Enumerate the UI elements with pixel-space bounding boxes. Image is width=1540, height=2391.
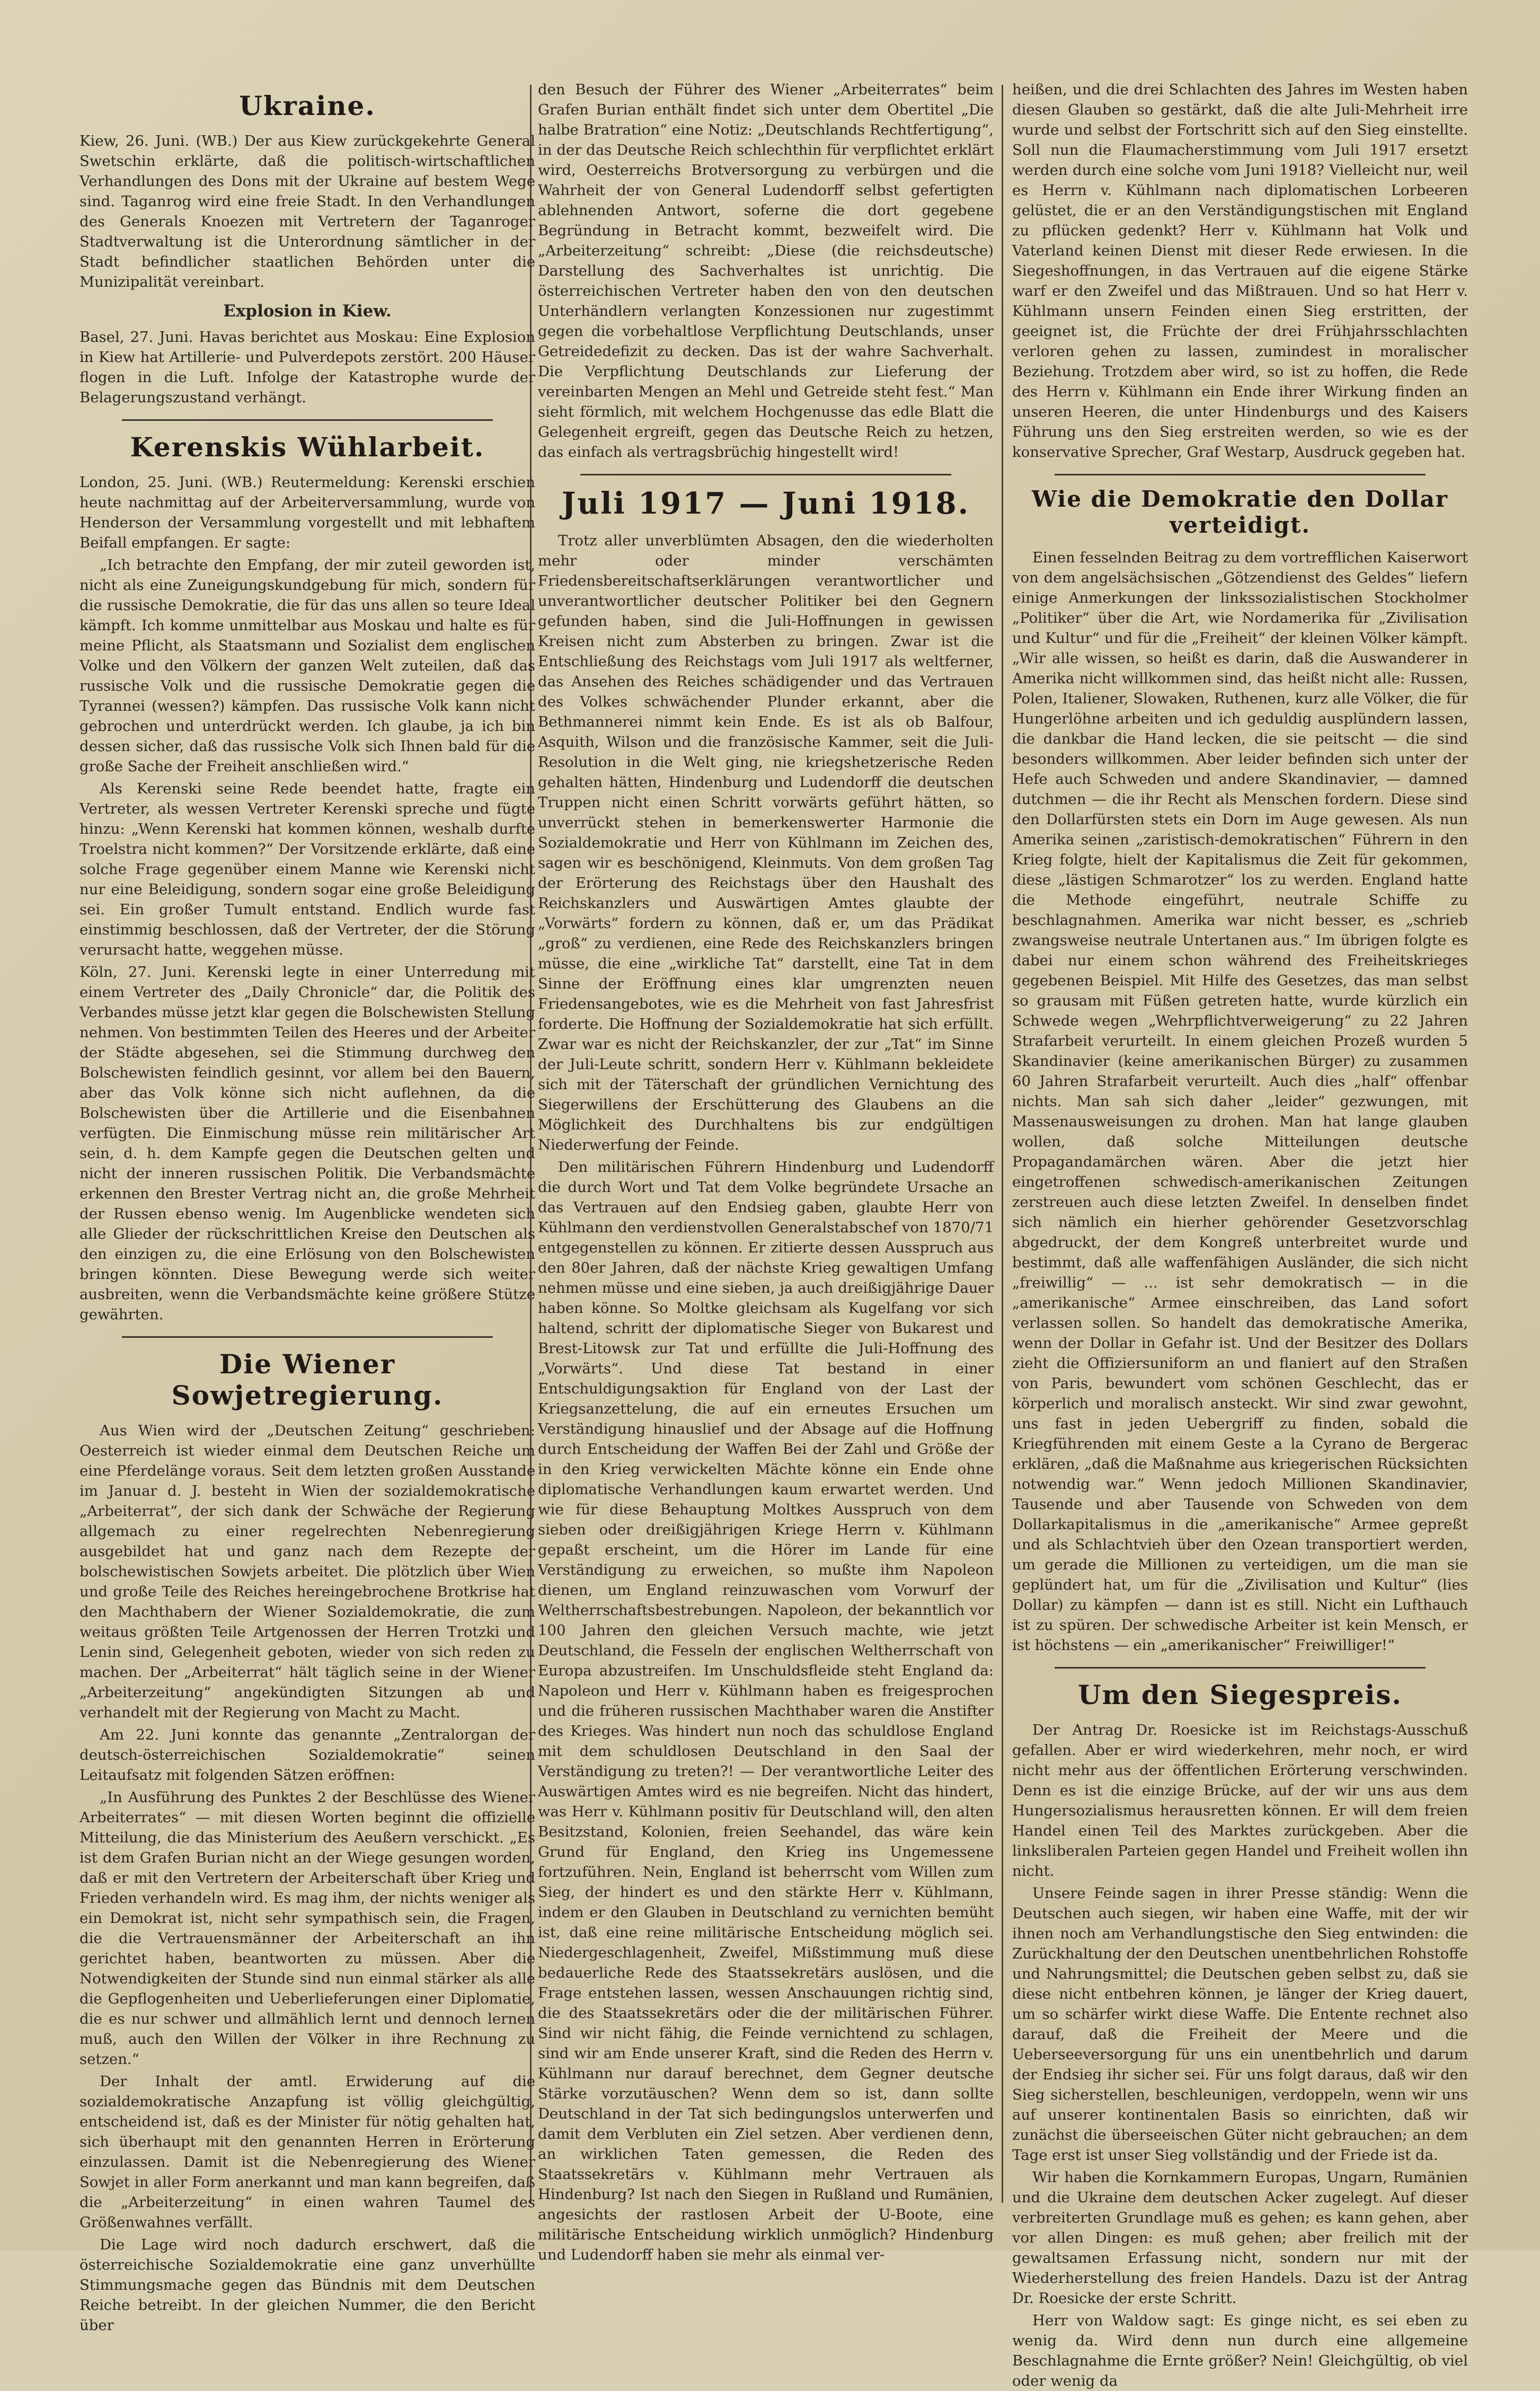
juli-paragraph: Den militärischen Führern Hindenburg und Ludendorff die durch Wort und Tat dem Volke begründete Ursache an das Vertrauen auf den Endsieg gaben, glaubte Herr von Kühlmann den verdienstvollen Generalstabschef von 1870/71 entgegenstellen zu können. Er zitierte dessen Ausspruch aus den 80er Jahren, daß der nächste Krieg gewaltigen Umfang nehmen müsse und eine sieben, ja auch dreißigjährige Dauer haben könne. So Moltke gleichsam als Kugelfang vor sich haltend, schritt der diplomatische Sieger von Bukarest und Brest-Litowsk zur Tat und erfüllte die Juli-Hoffnung des „Vorwärts“. Und diese Tat bestand in einer Entschuldigungsaktion für England von der Last der Kriegsanzettelung, die auf ein erneutes Ersuchen um Verständigung hinauslief und der Absage auf die Hoffnung durch Entscheidung der Waffen Bei der Zahl und Größe der in den Krieg verwickelten Mächte könne ein Ende ohne diplomatische Verhandlungen kaum erwartet werden. Und wie für diese Behauptung Moltkes Ausspruch von dem sieben oder dreißigjährigen Kriege Herrn v. Kühlmann gepaßt erscheint, um die Hörer im Lande für eine Verständigung zu erweichen, so mußte ihm Napoleon dienen, um England reinzuwaschen vom Vorwurf der Weltherrschaftsbestrebungen. Napoleon, der bekanntlich vor 100 Jahren den gleichen Versuch machte, wie jetzt Deutschland, die Fesseln der englischen Weltherrschaft von Europa abzustreifen. Im Unschuldsfleide steht England da: Napoleon und Herr v. Kühlmann haben es freigesprochen und die früheren russischen Machthaber waren die Anstifter des Krieges. Was hindert nun noch das schuldlose England mit dem schuldlosen Deutschland in den Saal der Verständigung zu treten?! — Der verantwortliche Leiter des Auswärtigen Amtes wird es nie begreifen. Nicht das hindert, was Herr v. Kühlmann positiv für Deutschland will, den alten Besitzstand, Kolonien, freien Seehandel, das wäre kein Grund für England, den Krieg ins Ungemessene fortzuführen. Nein, England ist beherrscht vom Willen zum Sieg, der hindert es und den stärkte Herr v. Kühlmann, indem er den Glauben in Deutschland zu vernichten bemüht ist, daß eine reine militärische Entscheidung möglich sei. Niedergeschlagenheit, Zweifel, Mißstimmung muß diese bedauerliche Rede des Staatssekretärs auslösen, und die Frage entstehen lassen, wessen Anschauungen richtig sind, die des Staatssekretärs oder die der militärischen Führer. Sind wir nicht fähig, die Feinde vernichtend zu schlagen, sind wir am Ende unserer Kraft, sind die Reden des Herrn v. Kühlmann nur darauf berechnet, dem Gegner deutsche Stärke vorzutäuschen? Wenn dem so ist, dann sollte Deutschland in der Tat sich bedingungslos unterwerfen und damit dem Verbluten ein Ziel setzen. Aber verdienen denn, an wirklichen Taten gemessen, die Reden des Staatssekretärs v. Kühlmann mehr Vertrauen als Hindenburg? Ist nach den Siegen in Rußland und Rumänien, angesichts der rastlosen Arbeit der U-Boote, eine militärische Entscheidung wirklich unmöglich? Hindenburg und Ludendorff haben sie mehr als einmal ver-	[538, 1159, 994, 2263]
wien-paragraph: Der Inhalt der amtl. Erwiderung auf die sozialdemokratische Anzapfung ist völlig gleichgültig, entscheidend ist, daß es der Minister für nötig gehalten hat, sich überhaupt mit den genannten Herren in Erörterung einzulassen. Damit ist die Nebenregierung des Wiener Sowjet in aller Form anerkannt und man kann begreifen, daß die „Arbeiterzeitung“ in einen wahren Taumel des Größenwahnes verfällt.	[79, 2073, 535, 2231]
kerenski-paragraph: „Ich betrachte den Empfang, der mir zuteil geworden ist, nicht als eine Zuneigungskundgebung für mich, sondern für die russische Demokratie, die für das uns allen so teure Ideal kämpft. Ich komme unmittelbar aus Moskau und halte es für meine Pflicht, als Staatsmann und Sozialist dem englischen Volke und den Völkern der ganzen Welt zuteilen, daß das russische Volk und die russische Demokratie gegen die Tyrannei (wessen?) kämpfen. Das russische Volk kann nicht gebrochen und unterdrückt werden. Ich glaube, ja ich bin dessen sicher, daß das russische Volk sich Ihnen bald für die große Sache der Freiheit anschließen wird.“	[79, 557, 535, 775]
continued-paragraph: den Besuch der Führer des Wiener „Arbeiterrates“ beim Grafen Burian enthält findet sich unter dem Obertitel „Die halbe Bratration“ eine Notiz: „Deutschlands Rechtfertigung“, in der das Deutsche Reich schlechthin für verpflichtet erklärt wird, Oesterreichs Brotversorgung zu verbürgen und die Wahrheit der von General Ludendorff selbst gefertigten ablehnenden Antwort, soferne die dort gegebene Begründung in Betracht kommt, bezweifelt wird. Die „Arbeiterzeitung“ schreibt: „Diese (die reichsdeutsche) Darstellung des Sachverhaltes ist unrichtig. Die österreichischen Vertreter haben den von den deutschen Unterhändlern verlangten Konzessionen nur zugestimmt gegen die vorbehaltlose Verpflichtung Deutschlands, unser Getreidedefizit zu decken. Das ist der wahre Sachverhalt. Die Verpflichtung Deutschlands zur Lieferung der vereinbarten Mengen an Mehl und Getreide steht fest.“ Man sieht förmlich, mit welchem Hochgenusse das edle Blatt die Gelegenheit ergreift, gegen das Deutsche Reich zu hetzen, das einfach als vertragsbrüchig hingestellt wird!	[538, 81, 994, 461]
wien-paragraph: Am 22. Juni konnte das genannte „Zentralorgan der deutsch-österreichischen Sozialdemokratie“ seinen Leitaufsatz mit folgenden Sätzen eröffnen:	[79, 1726, 535, 1784]
wien-paragraph: Die Lage wird noch dadurch erschwert, daß die österreichische Sozialdemokratie eine ganz unverhüllte Stimmungsmache gegen das Bündnis mit dem Deutschen Reiche betreibt. In der gleichen Nummer, die den Bericht über	[79, 2236, 535, 2334]
dollar-headline: Wie die Demokratie den Dollar verteidigt.	[1031, 486, 1449, 538]
ukraine-paragraph: Basel, 27. Juni. Havas berichtet aus Moskau: Eine Explosion in Kiew hat Artillerie- und Pulverdepots zerstört. 200 Häuser flogen in die Luft. Infolge der Katastrophe wurde der Belagerungszustand verhängt.	[79, 329, 535, 406]
juli-headline: Juli 1917 — Juni 1918.	[561, 486, 970, 521]
section-divider	[580, 474, 951, 475]
wien-paragraph: „In Ausführung des Punktes 2 der Beschlüsse des Wiener Arbeiterrates“ — mit diesen Worten beginnt die offizielle Mitteilung, die das Ministerium des Aeußern verschickt. „Es ist dem Grafen Burian nicht an der Wiege gesungen worden, daß er mit den Vertretern der Arbeiterschaft über Krieg und Frieden verhandeln wird. Es mag ihm, der nichts weniger als ein Demokrat ist, nicht sehr sympathisch sein, die Fragen, die die Vertrauensmänner der Arbeiterschaft an ihn gerichtet haben, beantworten zu müssen. Aber die Notwendigkeiten der Stunde sind nun einmal stärker als alle die Gepflogenheiten und Ueberlieferungen einer Diplomatie, die es nur schwer und allmählich lernt und dennoch lernen muß, auch den Willen der Völker in ihre Rechnung zu setzen.“	[79, 1789, 535, 2068]
juli-paragraph: Trotz aller unverblümten Absagen, den die wiederholten mehr oder minder verschämten Friedensbereitschaftserklärungen verantwortlicher und unverantwortlicher deutscher Politiker bei den Gegnern gefunden haben, sind die Juli-Hoffnungen in gewissen Kreisen nicht zum Absterben zu bringen. Zwar ist die Entschließung des Reichstags vom Juli 1917 als weltferner, das Ansehen des Reiches schädigender und das Vertrauen des Volkes schwächender Plunder erkannt, aber die Bethmannerei nimmt kein Ende. Es ist als ob Balfour, Asquith, Wilson und die französische Kammer, seit die Juli-Resolution in die Welt ging, nie kriegshetzerische Reden gehalten hätten, Hindenburg und Ludendorff die deutschen Truppen nicht einen Schritt vorwärts geführt hätten, so unverrückt stehen in bemerkenswerter Harmonie die Sozialdemokratie und Herr von Kühlmann im Zeichen des, sagen wir es beschönigend, Kleinmuts. Von dem großen Tag der Erörterung des Reichstags über den Haushalt des Reichskanzlers und Auswärtigen Amtes glaubte der „Vorwärts“ fordern zu können, daß er, um das Prädikat „groß“ zu verdienen, eine Rede des Reichskanzlers bringen müsse, die eine „wirkliche Tat“ darstellt, eine Tat in dem Sinne der Eröffnung eines klar umgrenzten neuen Friedensangebotes, wie es die Mehrheit von fast Jahresfrist forderte. Die Hoffnung der Sozialdemokratie hat sich erfüllt. Zwar war es nicht der Reichskanzler, der zur „Tat“ im Sinne der Juli-Leute schritt, sondern Herr v. Kühlmann bekleidete sich mit der Täterschaft der gründlichen Vernichtung des Siegerwillens der Erschütterung des Glaubens an die Möglichkeit des Durchhaltens bis zur endgültigen Niederwerfung der Feinde.	[538, 532, 994, 1153]
siegespreis-paragraph: Wir haben die Kornkammern Europas, Ungarn, Rumänien und die Ukraine dem deutschen Acker zugelegt. Auf dieser verbreiterten Grundlage muß es gehen; es kann gehen, aber vor allen Dingen: es muß gehen; aber freilich mit der gewaltsamen Erfassung nicht, sondern nur mit der Wiederherstellung des freien Handels. Dazu ist der Antrag Dr. Roesicke der erste Schritt.	[1012, 2169, 1468, 2307]
ukraine-subheading: Explosion in Kiew.	[223, 302, 392, 321]
kerenski-headline: Kerenskis Wühlarbeit.	[130, 431, 485, 463]
ukraine-headline: Ukraine.	[239, 90, 376, 121]
ukraine-paragraph: Kiew, 26. Juni. (WB.) Der aus Kiew zurückgekehrte General Swetschin erklärte, daß die politisch-wirtschaftlichen Verhandlungen des Dons mit der Ukraine auf bestem Wege sind. Taganrog wird eine freie Stadt. In den Verhandlungen des Generals Knoezen mit Vertretern der Taganroger Stadtverwaltung ist die Unterordnung sämtlicher in der Stadt befindlicher staatlichen Behörden unter die Munizipalität vereinbart.	[79, 133, 535, 290]
column-3	[1012, 80, 1468, 2389]
column-1	[79, 80, 535, 2334]
siegespreis-paragraph: Der Antrag Dr. Roesicke ist im Reichstags-Ausschuß gefallen. Aber er wird wiederkehren, mehr noch, er wird nicht mehr aus der öffentlichen Erörterung verschwinden. Denn es ist die einzige Brücke, auf der wir uns aus dem Hungersozialismus herausretten können. Er will dem freien Handel einen Teil des Marktes zurückgeben. Aber die linksliberalen Parteien gegen Handel und Freiheit wollen ihn nicht.	[1012, 1722, 1468, 1880]
column-2	[538, 80, 994, 2263]
section-divider	[122, 419, 493, 421]
siegespreis-paragraph: Herr von Waldow sagt: Es ginge nicht, es sei eben zu wenig da. Wird denn nun durch eine allgemeine Beschlagnahme die Ernte größer? Nein! Gleichgültig, ob viel oder wenig da	[1012, 2312, 1468, 2389]
wien-headline: Die Wiener Sowjetregierung.	[171, 1348, 444, 1411]
kerenski-paragraph: London, 25. Juni. (WB.) Reutermeldung: Kerenski erschien heute nachmittag auf der Arbeiterversammlung, wurde von Henderson der Versammlung vorgestellt und mit lebhaftem Beifall empfangen. Er sagte:	[79, 474, 535, 551]
siegespreis-paragraph: Unsere Feinde sagen in ihrer Presse ständig: Wenn die Deutschen auch siegen, wir haben eine Waffe, mit der wir ihnen noch am Verhandlungstische den Sieg entwinden: die Zurückhaltung der den Deutschen unentbehrlichen Rohstoffe und Nahrungsmittel; die Deutschen geben selbst zu, daß sie diese nicht entbehren können, je länger der Krieg dauert, um so schärfer wirkt diese Waffe. Die Entente rechnet also darauf, daß die Freiheit der Meere und die Ueberseeversorgung für uns ein unentbehrlich und darum der Endsieg ihr sicher sei. Für uns folgt daraus, daß wir den Sieg sicherstellen, beschleunigen, verdoppeln, wenn wir uns auf unserer kontinentalen Basis so einrichten, daß wir zunächst die überseeischen Güter nicht gebrauchen; an dem Tage erst ist unser Sieg vollständig und der Friede ist da.	[1012, 1885, 1468, 2164]
section-divider	[1055, 1667, 1426, 1669]
section-divider	[1055, 474, 1426, 475]
kerenski-paragraph: Köln, 27. Juni. Kerenski legte in einer Unterredung mit einem Vertreter des „Daily Chronicle“ dar, die Politik des Verbandes müsse jetzt klar gegen die Bolschewisten Stellung nehmen. Von bestimmten Teilen des Heeres und der Arbeiter der Städte abgesehen, sei die Stimmung durchweg den Bolschewisten feindlich gesinnt, vor allem bei den Bauern, aber das Volk könne sich nicht auflehnen, da die Bolschewisten über die Artillerie und die Eisenbahnen verfügten. Die Einmischung müsse rein militärischer Art sein, d. h. dem Kampfe gegen die Deutschen gelten und nicht der inneren russischen Politik. Die Verbandsmächte erkennen den Brester Vertrag nicht an, die große Mehrheit der Russen ebenso wenig. Im Augenblicke wendeten sich alle Glieder der rückschrittlichen Kreise den Deutschen als den einzigen zu, die eine Erlösung von den Bolschewisten bringen könnten. Diese Bewegung werde sich weiter ausbreiten, wenn die Verbandsmächte keine größere Stütze gewährten.	[79, 964, 535, 1323]
dollar-paragraph: Einen fesselnden Beitrag zu dem vortrefflichen Kaiserwort von dem angelsächsischen „Götzendienst des Geldes“ liefern einige Anmerkungen der linkssozialistischen Stockholmer „Politiker“ über die Art, wie Nordamerika für „Zivilisation und Kultur“ und für die „Freiheit“ der kleinen Völker kämpft. „Wir alle wissen, so heißt es darin, daß die Auswanderer in Amerika nicht willkommen sind, das heißt nicht alle: Russen, Polen, Italiener, Slowaken, Ruthenen, kurz alle Völker, die für Hungerlöhne arbeiten und ich geduldig ausplündern lassen, die dankbar die Hand lecken, die sie peitscht — die sind besonders willkommen. Aber leider befinden sich unter der Hefe auch Schweden und andere Skandinavier, — damned dutchmen — die ihr Recht als Menschen fordern. Diese sind den Dollarfürsten stets ein Dorn im Auge gewesen. Als nun Amerika seinen „zaristisch-demokratischen“ Führern in den Krieg folgte, hielt der Kapitalismus die Zeit für gekommen, diese „lästigen Schmarotzer“ los zu werden. England hatte die Methode eingeführt, neutrale Schiffe zu beschlagnahmen. Amerika war nicht besser, es „schrieb zwangsweise neutrale Untertanen aus.“ Im übrigen folgte es dabei nur einem schon während des Freiheitskrieges gegebenen Beispiel. Mit Hilfe des Gesetzes, das man selbst so grausam mit Füßen getreten hatte, wurde kürzlich ein Schwede wegen „Wehrpflichtverweigerung“ zu 22 Jahren Strafarbeit verurteilt. In einem gleichen Prozeß wurden 5 Skandinavier (keine amerikanischen Bürger) zu zusammen 60 Jahren Strafarbeit verurteilt. Auch dies „half“ offenbar nichts. Man sah sich daher „leider“ gezwungen, mit Massenausweisungen zu drohen. Man hat lange glauben wollen, daß solche Mitteilungen deutsche Propagandamärchen wären. Aber die jetzt hier eingetroffenen schwedisch-amerikanischen Zeitungen zerstreuen auch diese letzten Zweifel. In denselben findet sich nämlich ein hierher gehörender Gesetzvorschlag abgedruckt, der dem Kongreß unterbreitet wurde und bestimmt, daß alle waffenfähigen Ausländer, die sich nicht „freiwillig“ — ... ist sehr demokratisch — in die „amerikanische“ Armee einschreiben, das Land sofort verlassen sollen. So handelt das demokratische Amerika, wenn der Dollar in Gefahr ist. Und der Besitzer des Dollars zieht die Offiziersuniform an und flaniert auf den Straßen von Paris, bewundert vom schönen Geschlecht, das er körperlich und moralisch ansteckt. Wir sind zwar gewohnt, uns fast in jeden Uebergriff zu finden, sobald die Kriegführenden mit einem Geste a la Cyrano de Bergerac erklären, „daß die Maßnahme aus kriegerischen Rücksichten notwendig war.“ Wenn jedoch Millionen Skandinavier, Tausende und aber Tausende von Schweden von dem Dollarkapitalismus in die „amerikanische“ Armee gepreßt und als Schlachtvieh über den Ozean transportiert werden, um gerade die Millionen zu verteidigen, um die man sie geplündert hat, um für die „Zivilisation und Kultur“ (lies Dollar) zu kämpfen — dann ist es still. Nicht ein Lufthauch ist zu spüren. Der schwedische Arbeiter ist kein Mensch, er ist höchstens — ein „amerikanischer“ Freiwilliger!“	[1012, 549, 1468, 1654]
continued-paragraph: heißen, und die drei Schlachten des Jahres im Westen haben diesen Glauben so gestärkt, daß die alte Juli-Mehrheit irre wurde und selbst der Fortschritt sich auf den Sieg einstellte. Soll nun die Flaumacherstimmung vom Juli 1917 ersetzt werden durch eine solche vom Juni 1918? Vielleicht nur, weil es Herrn v. Kühlmann nach diplomatischen Lorbeeren gelüstet, die er an den Verständigungstischen mit England zu pflücken gedenkt? Herr v. Kühlmann hat Volk und Vaterland keinen Dienst mit dieser Rede erwiesen. In die Siegeshoffnungen, in das Vertrauen auf die eigene Stärke warf er den Zweifel und das Mißtrauen. Und so hat Herr v. Kühlmann unsern Feinden einen Sieg erstritten, der geeignet ist, die Früchte der drei Frühjahrsschlachten verloren gehen zu lassen, zumindest in moralischer Beziehung. Trotzdem aber wird, so ist zu hoffen, die Rede des Herrn v. Kühlmann ein Ende ihrer Wirkung finden an unseren Heeren, die unter Hindenburgs und des Kaisers Führung uns den Sieg erstreiten werden, so wie es der konservative Sprecher, Graf Westarp, Ausdruck gegeben hat.	[1012, 81, 1468, 461]
wien-paragraph: Aus Wien wird der „Deutschen Zeitung“ geschrieben: Oesterreich ist wieder einmal dem Deutschen Reiche um eine Pferdelänge voraus. Seit dem letzten großen Ausstande im Januar d. J. besteht in Wien der sozialdemokratische „Arbeiterrat“, der sich dank der Schwäche der Regierung allgemach zu einer regelrechten Nebenregierung ausgebildet hat und ganz nach dem Rezepte der bolschewistischen Sowjets arbeitet. Die plötzlich über Wien und große Teile des Reiches hereingebrochene Brotkrise hat den Machthabern der Wiener Sozialdemokratie, die zum weitaus größten Teile Artgenossen der Herren Trotzki und Lenin sind, Gelegenheit geboten, wieder von sich reden zu machen. Der „Arbeiterrat“ hält täglich seine in der Wiener „Arbeiterzeitung“ angekündigten Sitzungen ab und verhandelt mit der Regierung von Macht zu Macht.	[79, 1422, 535, 1721]
column-rule	[1002, 85, 1003, 2203]
section-divider	[122, 1336, 493, 1338]
kerenski-paragraph: Als Kerenski seine Rede beendet hatte, fragte ein Vertreter, als wessen Vertreter Kerenski spreche und fügte hinzu: „Wenn Kerenski hat kommen können, weshalb durfte Troelstra nicht kommen?“ Der Vorsitzende erklärte, daß eine solche Frage gegenüber einem Manne wie Kerenski nicht nur eine Beleidigung, sondern sogar eine große Beleidigung sei. Ein großer Tumult entstand. Endlich wurde fast einstimmig beschlossen, daß der Vertreter, der die Störung verursacht hatte, weggehen müsse.	[79, 780, 535, 958]
siegespreis-headline: Um den Siegespreis.	[1078, 1679, 1402, 1710]
